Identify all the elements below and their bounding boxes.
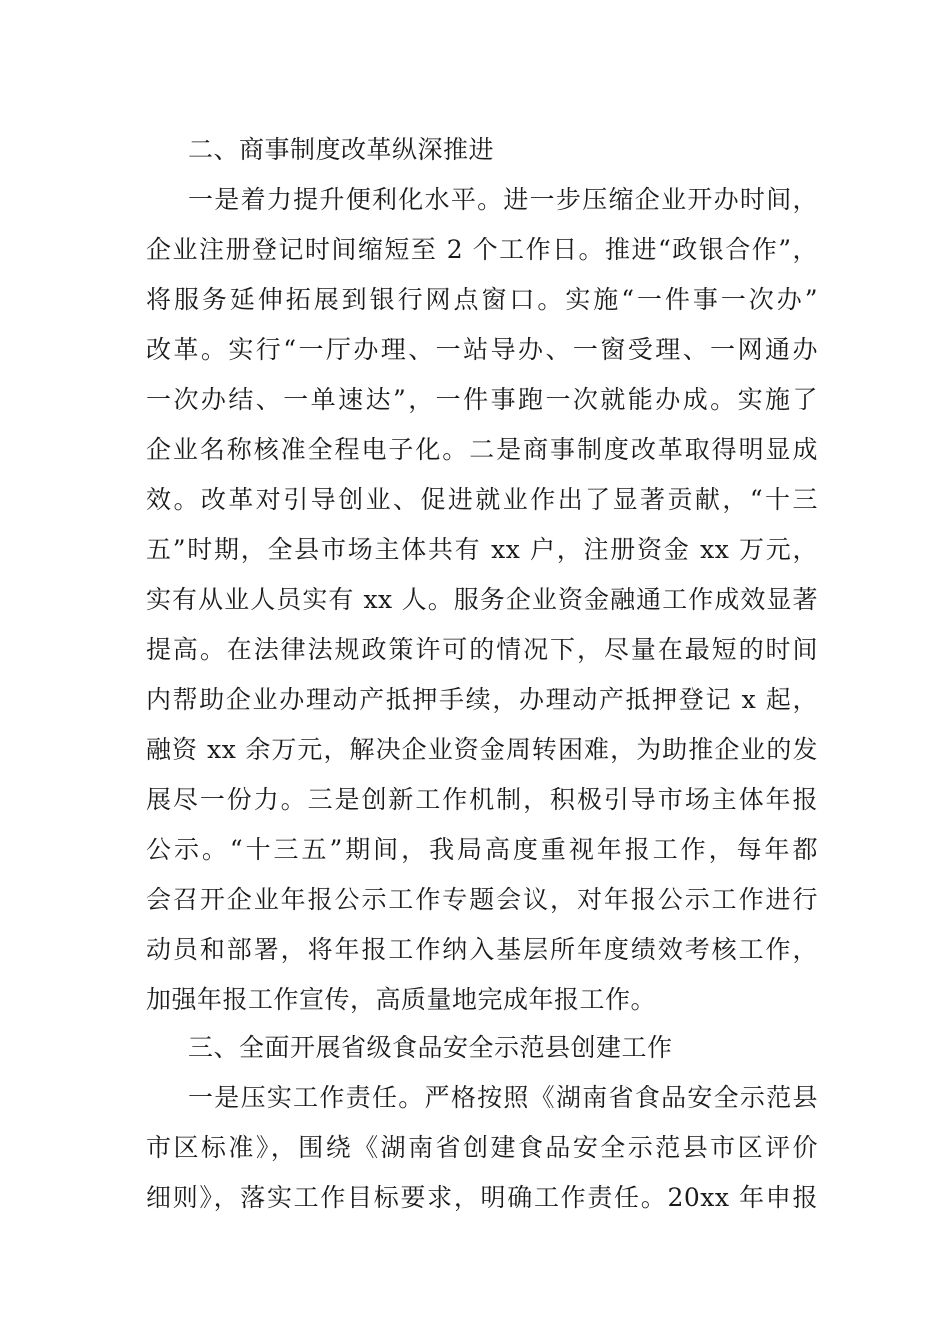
paragraph-line: 将服务延伸拓展到银行网点窗口。实施“一件事一次办” <box>146 285 818 314</box>
paragraph-line: 融资 xx 余万元，解决企业资金周转困难，为助推企业的发 <box>146 735 818 764</box>
paragraph-line: 细则》，落实工作目标要求，明确工作责任。20xx 年申报 <box>146 1183 818 1212</box>
paragraph-line: 五”时期，全县市场主体共有 xx 户，注册资金 xx 万元， <box>146 535 818 564</box>
paragraph-line: 一次办结、一单速达”，一件事跑一次就能办成。实施了 <box>146 385 818 414</box>
paragraph-line: 企业名称核准全程电子化。二是商事制度改革取得明显成 <box>146 435 818 464</box>
paragraph-line: 动员和部署，将年报工作纳入基层所年度绩效考核工作， <box>146 935 818 964</box>
paragraph-line: 效。改革对引导创业、促进就业作出了显著贡献，“十三 <box>146 485 818 514</box>
paragraph-line: 一是着力提升便利化水平。进一步压缩企业开办时间， <box>188 185 818 214</box>
paragraph-line: 一是压实工作责任。严格按照《湖南省食品安全示范县 <box>188 1083 818 1112</box>
section-heading-3: 三、全面开展省级食品安全示范县创建工作 <box>188 1033 673 1062</box>
paragraph-line: 加强年报工作宣传，高质量地完成年报工作。 <box>146 985 657 1014</box>
paragraph-line: 公示。“十三五”期间，我局高度重视年报工作，每年都 <box>146 835 818 864</box>
paragraph-line: 内帮助企业办理动产抵押手续，办理动产抵押登记 x 起， <box>146 685 818 714</box>
paragraph-line: 企业注册登记时间缩短至 2 个工作日。推进“政银合作”， <box>146 235 818 264</box>
paragraph-line: 实有从业人员实有 xx 人。服务企业资金融通工作成效显著 <box>146 585 818 614</box>
paragraph-line: 提高。在法律法规政策许可的情况下，尽量在最短的时间 <box>146 635 818 664</box>
paragraph-line: 市区标准》，围绕《湖南省创建食品安全示范县市区评价 <box>146 1133 818 1162</box>
paragraph-line: 改革。实行“一厅办理、一站导办、一窗受理、一网通办 <box>146 335 818 364</box>
paragraph-line: 会召开企业年报公示工作专题会议，对年报公示工作进行 <box>146 885 818 914</box>
section-heading-2: 二、商事制度改革纵深推进 <box>188 135 495 164</box>
paragraph-line: 展尽一份力。三是创新工作机制，积极引导市场主体年报 <box>146 785 818 814</box>
